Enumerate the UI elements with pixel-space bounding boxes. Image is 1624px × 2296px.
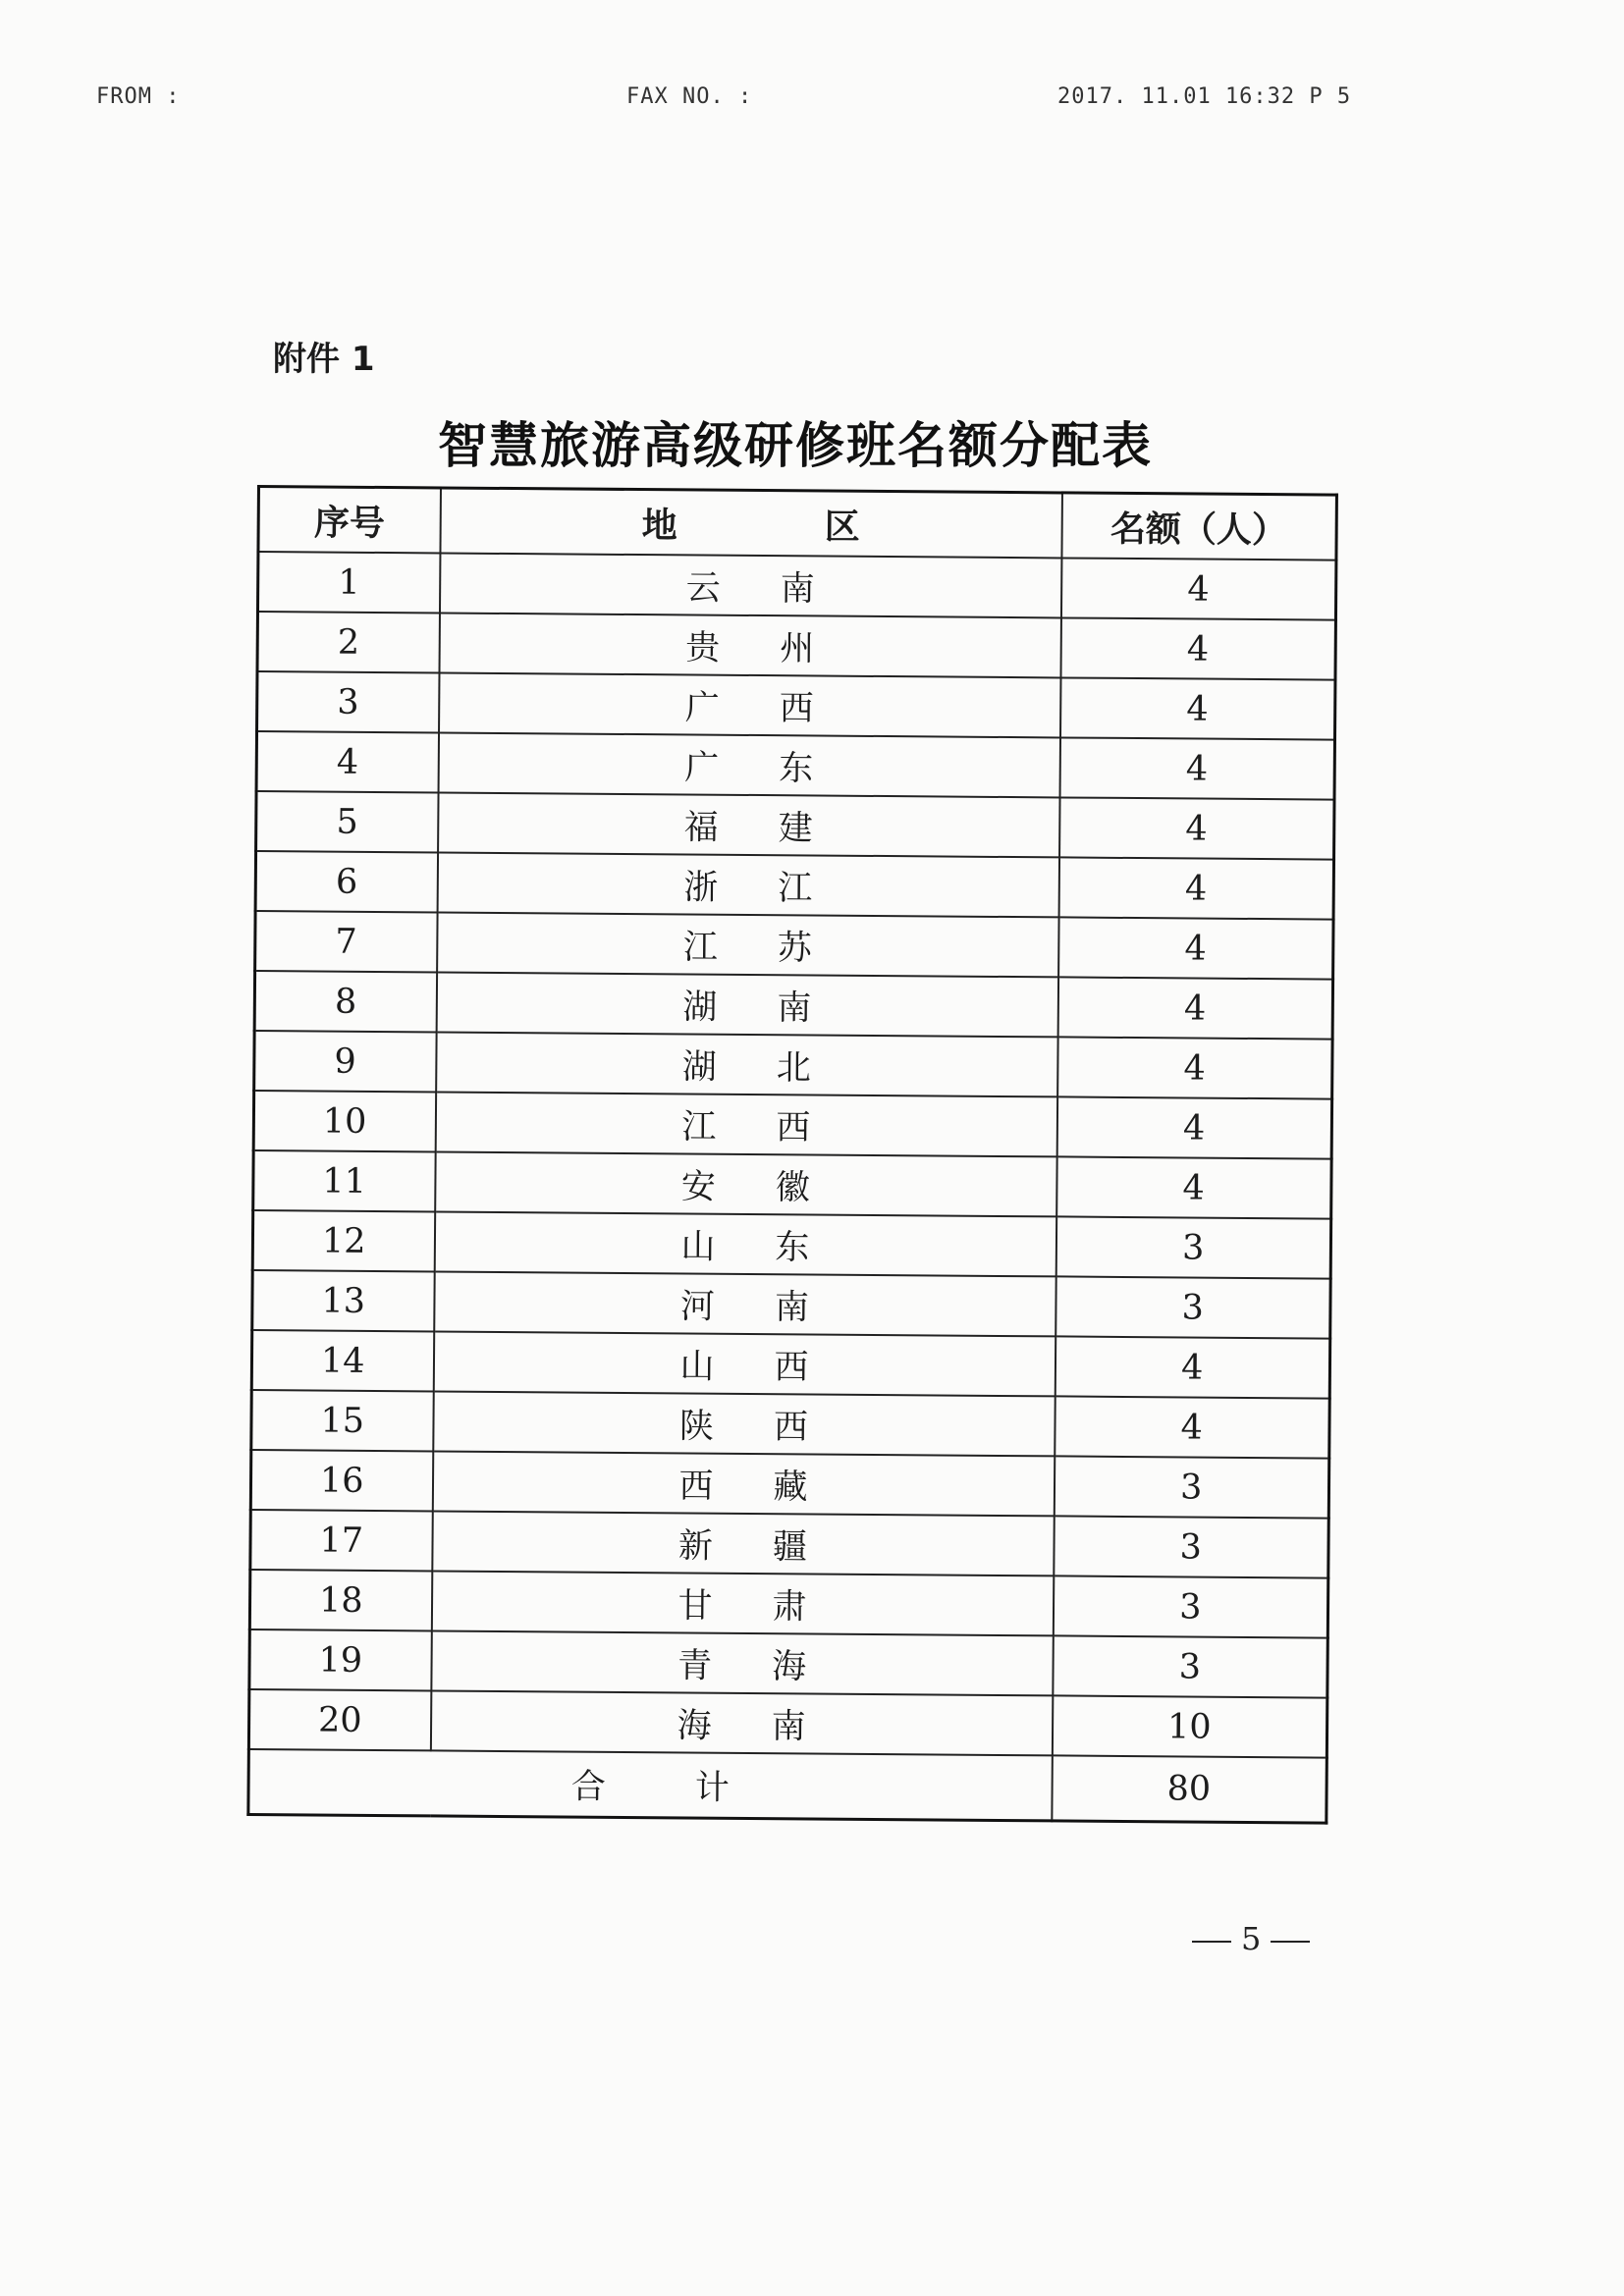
row-quota: 3 bbox=[1056, 1216, 1330, 1278]
row-quota: 4 bbox=[1058, 917, 1333, 979]
row-quota: 4 bbox=[1056, 1156, 1331, 1218]
fax-from: FROM : bbox=[96, 84, 181, 109]
table-row bbox=[254, 971, 1332, 1040]
row-no: 16 bbox=[250, 1450, 432, 1511]
region-char-2: 南 bbox=[771, 1706, 806, 1746]
region-char-2: 东 bbox=[775, 1227, 810, 1267]
header-region bbox=[440, 488, 1062, 558]
row-quota: 4 bbox=[1060, 558, 1335, 619]
region-char-1: 山 bbox=[679, 1346, 715, 1387]
row-region bbox=[436, 972, 1057, 1037]
row-no: 5 bbox=[256, 791, 438, 852]
region-char-2: 南 bbox=[780, 568, 815, 609]
row-no: 19 bbox=[249, 1629, 431, 1690]
table-row bbox=[256, 731, 1334, 800]
region-char-2: 疆 bbox=[772, 1526, 808, 1567]
row-region bbox=[437, 852, 1058, 917]
region-char-1: 陕 bbox=[678, 1406, 715, 1447]
table-row bbox=[251, 1330, 1329, 1399]
total-quota: 80 bbox=[1052, 1755, 1327, 1823]
row-quota: 4 bbox=[1056, 1096, 1331, 1158]
row-quota: 4 bbox=[1059, 737, 1334, 799]
attachment-label: 附件 1 bbox=[273, 340, 375, 379]
region-char-2: 西 bbox=[776, 1107, 811, 1148]
region-char-1: 福 bbox=[683, 807, 719, 848]
row-region bbox=[436, 1032, 1057, 1096]
table-header-row bbox=[258, 487, 1336, 561]
document-title: 智慧旅游高级研修班名额分配表 bbox=[438, 416, 1153, 474]
region-char-2: 肃 bbox=[772, 1586, 807, 1627]
total-label bbox=[248, 1749, 1052, 1821]
row-no: 6 bbox=[255, 851, 437, 912]
row-no: 2 bbox=[257, 612, 439, 672]
page-number: 5 bbox=[1241, 1920, 1262, 1957]
row-quota: 3 bbox=[1053, 1635, 1327, 1697]
row-region bbox=[433, 1331, 1055, 1396]
table-row bbox=[252, 1210, 1330, 1279]
row-region bbox=[431, 1630, 1053, 1695]
row-quota: 3 bbox=[1056, 1276, 1330, 1338]
row-no: 3 bbox=[257, 671, 439, 732]
row-region bbox=[435, 1151, 1056, 1216]
region-char-2: 徽 bbox=[775, 1167, 811, 1207]
row-no: 14 bbox=[251, 1330, 433, 1391]
header-no: 序号 bbox=[258, 487, 441, 554]
fax-header bbox=[0, 84, 1624, 114]
table-row bbox=[252, 1270, 1330, 1339]
dash-left bbox=[1192, 1941, 1231, 1943]
row-no: 1 bbox=[257, 552, 439, 613]
table-row bbox=[256, 791, 1334, 860]
row-quota: 4 bbox=[1059, 797, 1334, 859]
region-char-1: 青 bbox=[677, 1645, 713, 1686]
region-char-2: 西 bbox=[773, 1407, 809, 1447]
row-region bbox=[432, 1511, 1054, 1575]
total-label-char-2: 计 bbox=[694, 1768, 730, 1808]
row-region bbox=[439, 553, 1060, 617]
row-no: 7 bbox=[255, 911, 437, 972]
row-quota: 4 bbox=[1060, 677, 1335, 739]
table-row bbox=[254, 1031, 1332, 1099]
fax-number: FAX NO. : bbox=[626, 84, 753, 109]
region-char-1: 江 bbox=[681, 1106, 717, 1148]
row-region bbox=[433, 1391, 1055, 1456]
region-char-1: 浙 bbox=[683, 867, 719, 908]
row-region bbox=[432, 1451, 1054, 1516]
row-region bbox=[435, 1092, 1056, 1156]
table-row bbox=[249, 1570, 1327, 1638]
region-char-2: 海 bbox=[771, 1646, 807, 1686]
region-char-1: 江 bbox=[682, 927, 718, 968]
row-no: 4 bbox=[256, 731, 438, 792]
row-no: 18 bbox=[249, 1570, 431, 1630]
region-char-2: 北 bbox=[776, 1047, 812, 1088]
table-row bbox=[253, 1091, 1331, 1159]
row-region bbox=[439, 672, 1060, 737]
table-body bbox=[248, 552, 1336, 1823]
row-quota: 4 bbox=[1057, 1037, 1332, 1098]
table-row bbox=[257, 671, 1335, 740]
region-char-2: 藏 bbox=[773, 1467, 808, 1507]
quota-table-container bbox=[246, 485, 1335, 1825]
dash-right bbox=[1271, 1941, 1310, 1943]
row-quota: 3 bbox=[1054, 1516, 1328, 1577]
region-char-2: 州 bbox=[780, 628, 815, 668]
region-char-1: 新 bbox=[677, 1525, 714, 1567]
region-char-1: 西 bbox=[678, 1466, 714, 1507]
row-no: 10 bbox=[253, 1091, 435, 1151]
page-number-footer bbox=[1182, 1920, 1320, 1957]
row-region bbox=[431, 1571, 1053, 1635]
region-char-1: 山 bbox=[680, 1226, 716, 1267]
region-char-1: 湖 bbox=[682, 987, 718, 1028]
row-no: 12 bbox=[252, 1210, 434, 1271]
row-no: 11 bbox=[253, 1150, 435, 1211]
table-row bbox=[257, 552, 1335, 620]
header-region-a: 地 bbox=[641, 505, 677, 546]
region-char-1: 贵 bbox=[685, 627, 721, 668]
table-row bbox=[255, 851, 1333, 920]
region-char-1: 海 bbox=[677, 1705, 712, 1746]
region-char-2: 西 bbox=[779, 688, 814, 728]
total-label-char-1: 合 bbox=[570, 1767, 606, 1807]
row-quota: 4 bbox=[1060, 617, 1335, 679]
region-char-1: 广 bbox=[684, 687, 720, 728]
row-no: 15 bbox=[251, 1390, 433, 1451]
table-row bbox=[251, 1390, 1329, 1459]
fax-date-time: 2017. 11.01 16:32 P 5 bbox=[1057, 84, 1352, 109]
table-total-row bbox=[248, 1749, 1326, 1823]
region-char-1: 甘 bbox=[677, 1585, 713, 1627]
table-row bbox=[249, 1629, 1327, 1698]
row-quota: 4 bbox=[1055, 1396, 1329, 1458]
row-quota: 3 bbox=[1053, 1575, 1327, 1637]
row-quota: 4 bbox=[1055, 1336, 1329, 1398]
table-row bbox=[250, 1510, 1328, 1578]
row-region bbox=[439, 613, 1060, 677]
row-quota: 10 bbox=[1052, 1695, 1326, 1757]
region-char-2: 苏 bbox=[777, 928, 812, 968]
region-char-1: 湖 bbox=[681, 1046, 718, 1088]
region-char-2: 东 bbox=[779, 748, 814, 788]
region-char-1: 安 bbox=[680, 1166, 717, 1207]
row-no: 8 bbox=[254, 971, 436, 1032]
row-quota: 4 bbox=[1058, 857, 1333, 919]
row-quota: 4 bbox=[1057, 977, 1332, 1039]
quota-table bbox=[246, 485, 1338, 1825]
row-no: 9 bbox=[254, 1031, 436, 1092]
row-region bbox=[430, 1690, 1052, 1755]
row-no: 17 bbox=[250, 1510, 432, 1571]
table-row bbox=[255, 911, 1333, 980]
table-row bbox=[248, 1689, 1326, 1758]
row-no: 13 bbox=[252, 1270, 434, 1331]
row-region bbox=[437, 912, 1058, 977]
row-region bbox=[438, 732, 1059, 797]
row-quota: 3 bbox=[1054, 1456, 1328, 1518]
header-region-b: 区 bbox=[824, 507, 860, 548]
table-row bbox=[253, 1150, 1331, 1219]
region-char-2: 江 bbox=[778, 868, 813, 908]
region-char-2: 建 bbox=[778, 808, 813, 848]
region-char-2: 南 bbox=[774, 1287, 810, 1327]
row-no: 20 bbox=[248, 1689, 430, 1750]
region-char-2: 西 bbox=[774, 1347, 809, 1387]
row-region bbox=[438, 792, 1059, 857]
region-char-1: 河 bbox=[679, 1286, 716, 1327]
row-region bbox=[434, 1271, 1056, 1336]
table-row bbox=[257, 612, 1335, 680]
region-char-1: 云 bbox=[685, 567, 721, 609]
header-quota: 名额（人） bbox=[1061, 493, 1337, 561]
region-char-1: 广 bbox=[684, 747, 720, 788]
region-char-2: 南 bbox=[777, 988, 812, 1028]
row-region bbox=[434, 1211, 1056, 1276]
table-row bbox=[250, 1450, 1328, 1519]
